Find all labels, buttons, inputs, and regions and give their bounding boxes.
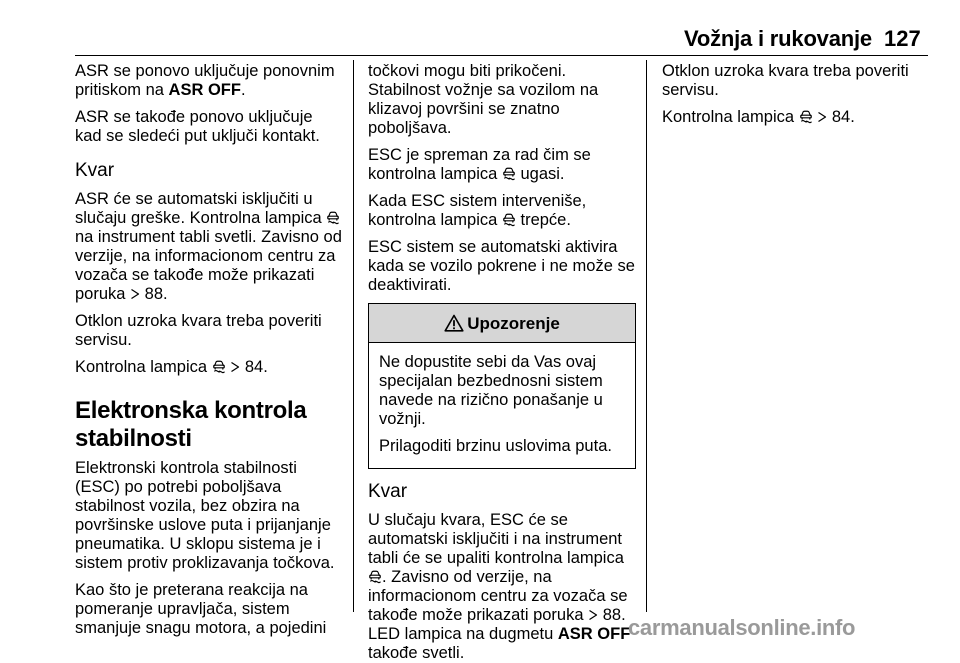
text: Kontrolna lampica — [75, 358, 212, 376]
watermark: carmanualsonline.info — [628, 615, 856, 640]
page-reference-arrow-icon — [588, 609, 598, 621]
asr-off-label: ASR OFF — [557, 625, 631, 643]
text: Kada ESC sistem interveniše, kontrolna lampica — [368, 192, 587, 229]
column-1 — [75, 62, 343, 638]
text: Kontrolna lampica — [662, 108, 799, 126]
text: ASR će se automatski isključiti u slučaju greške. Kontrolna lampica — [75, 190, 327, 227]
page-reference[interactable]: 88. — [602, 606, 626, 624]
page-reference[interactable]: 88. — [144, 285, 168, 303]
warning-header — [369, 304, 635, 343]
paragraph — [368, 511, 636, 625]
page-number: 127 — [884, 26, 921, 51]
paragraph — [368, 625, 636, 663]
esc-skid-car-icon — [368, 569, 382, 584]
section-heading-kvar: Kvar — [368, 481, 408, 502]
paragraph: Otklon uzroka kvara treba poveriti servisu. — [75, 312, 322, 349]
text: ugasi. — [515, 165, 565, 183]
paragraph — [75, 62, 343, 100]
esc-skid-car-icon — [326, 210, 340, 225]
running-header-title: Vožnja i rukovanje — [684, 26, 872, 51]
text: trepće. — [515, 211, 571, 229]
paragraph: ASR se takođe ponovo uključuje kad se sledeći put uključi kontakt. — [75, 108, 320, 145]
paragraph: ESC sistem se automatski aktivira kada se vozilo pokrene i ne može se deaktivirati. — [368, 238, 635, 294]
esc-skid-car-icon — [799, 109, 813, 124]
paragraph: Otklon uzroka kvara treba poveriti servisu. — [662, 62, 909, 99]
text: U slučaju kvara, ESC će se automatski isključiti i na instrument tabli će se upaliti kontrolna lampica — [368, 511, 624, 567]
asr-off-label: ASR OFF — [168, 81, 241, 99]
warning-box — [368, 303, 636, 469]
esc-skid-car-icon — [502, 166, 516, 181]
paragraph: Kao što je preterana reakcija na pomeranje upravljača, sistem smanjuje snagu motora, a pojedini — [75, 581, 327, 637]
page-reference-arrow-icon — [817, 111, 827, 123]
paragraph: točkovi mogu biti prikočeni. Stabilnost vožnje sa vozilom na klizavoj površini se znatno poboljšava. — [368, 62, 599, 137]
page-reference[interactable]: 84. — [244, 358, 268, 376]
text: ASR se ponovo uključuje ponovnim pritiskom na — [75, 62, 335, 99]
column-3 — [662, 62, 928, 135]
page-reference-arrow-icon — [130, 288, 140, 300]
section-heading-esc: Elektronska kontrola stabilnosti — [75, 397, 307, 452]
paragraph — [75, 358, 343, 377]
warning-body — [369, 343, 635, 468]
esc-skid-car-icon — [502, 212, 516, 227]
paragraph — [368, 192, 636, 230]
page-reference[interactable]: 84. — [831, 108, 855, 126]
header-rule — [75, 55, 928, 56]
paragraph: Ne dopustite sebi da Vas ovaj specijalan bezbednosni sistem navede na rizično ponašanje u vožnji. — [379, 353, 603, 428]
paragraph — [75, 190, 343, 304]
paragraph — [368, 146, 636, 184]
text: ESC je spreman za rad čim se kontrolna lampica — [368, 146, 591, 183]
warning-title: Upozorenje — [467, 313, 560, 333]
warning-triangle-icon — [444, 314, 464, 332]
page-reference-arrow-icon — [230, 361, 240, 373]
text: LED lampica na dugmetu — [368, 625, 558, 643]
column-divider-2 — [646, 60, 647, 612]
paragraph: Elektronski kontrola stabilnosti (ESC) po potrebi poboljšava stabilnost vozila, bez obzira na površinske uslove puta i prijanjanje pneumatika. U sklopu sistema je i sistem protiv proklizavanja točkova. — [75, 459, 335, 572]
text: na instrument tabli svetli. Zavisno od verzije, na informacionom centru za vozača se takođe može prikazati poruka — [75, 228, 342, 303]
text: takođe svetli. — [368, 644, 465, 662]
section-heading-kvar: Kvar — [75, 160, 115, 181]
column-divider-1 — [353, 60, 354, 612]
text: . Zavisno od verzije, na informacionom centru za vozača se takođe može prikazati poruka — [368, 568, 628, 624]
paragraph: Prilagoditi brzinu uslovima puta. — [379, 437, 612, 455]
paragraph — [662, 108, 928, 127]
column-2 — [368, 62, 636, 663]
text: . — [240, 81, 246, 99]
esc-skid-car-icon — [212, 359, 226, 374]
